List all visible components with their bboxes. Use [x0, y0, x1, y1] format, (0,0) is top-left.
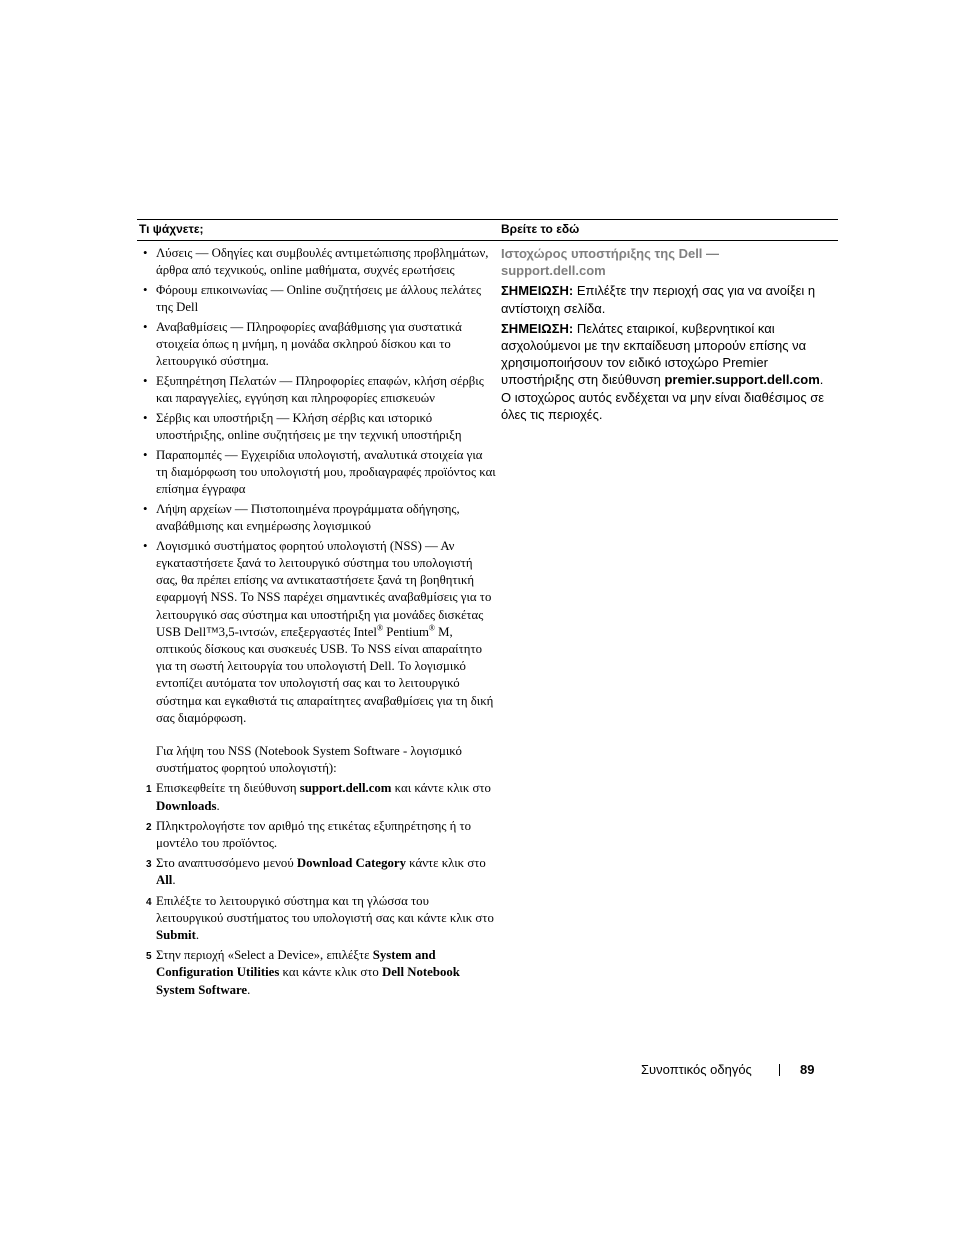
bullet-icon: • [143, 373, 148, 388]
bullet-icon: • [143, 282, 148, 297]
footer-divider [779, 1064, 780, 1076]
premier-link: premier.support.dell.com [664, 372, 820, 388]
note-region: ΣΗΜΕΙΩΣΗ: Επιλέξτε την περιοχή σας για να ανοίξει η αντίστοιχη σελίδα. [501, 283, 816, 316]
footer-title: Συνοπτικός οδηγός [641, 1062, 752, 1077]
list-item-nss: • Λογισμικό συστήματος φορητού υπολογιστή (NSS) — Αν εγκαταστήσετε ξανά το λειτουργικό σύστημα του υπολογιστή σας, θα πρέπει επίσης να αντικαταστήσετε ξανά τη βοηθητική εφαρμογή NSS. Το NSS παρέχει σημαντικές αναβαθμίσεις για το λειτουργικό σας σύστημα και υποστήριξη για μονάδες δισκέτας USB Dell™3,5-ιντσών, επεξεργαστές Intel® Pentium® M, οπτικούς δίσκους και συσκευές USB. Το NSS είναι απαραίτητο για τη σωστή λειτουργία του υπολογιστή Dell. Το λογισμικό εντοπίζει αυτόματα τον υπολογιστή σας και το λειτουργικό σύστημα και εγκαθιστά τις απαραίτητες αναβαθμίσεις για τη δική σας διαμόρφωση. [143, 538, 494, 725]
list-item: • Αναβαθμίσεις — Πληροφορίες αναβάθμισης για συστατικά στοιχεία όπως η μνήμη, η μονάδα σκληρού δίσκου και το λειτουργικό σύστημα. [143, 319, 462, 369]
header-what-looking-for: Τι ψάχνετε; [139, 222, 204, 236]
step-item: 1 Επισκεφθείτε τη διεύθυνση support.dell.com και κάντε κλικ στο Downloads. [146, 781, 491, 813]
step-item: 4 Επιλέξτε το λειτουργικό σύστημα και τη γλώσσα του λειτουργικού συστήματος του υπολογιστή σας και κάντε κλικ στο Submit. [146, 893, 494, 943]
note-premier: ΣΗΜΕΙΩΣΗ: Πελάτες εταιρικοί, κυβερνητικοί και ασχολούμενοι με την εκπαίδευση μπορούν επίσης να χρησιμοποιήσουν τον ειδικό ιστοχώρο Premier υποστήριξης στη διεύθυνση premier.support.dell.com. Ο ιστοχώρος αυτός ενδέχεται να μην είναι διαθέσιμος σε όλες τις περιοχές. [501, 320, 825, 422]
step-item: 2 Πληκτρολογήστε τον αριθμό της ετικέτας εξυπηρέτησης ή το μοντέλο του προϊόντος. [146, 818, 472, 850]
bullet-icon: • [143, 319, 148, 334]
support-link: support.dell.com [299, 781, 392, 796]
download-steps [137, 780, 497, 998]
list-item: • Λύσεις — Οδηγίες και συμβουλές αντιμετώπισης προβλημάτων, άρθρα από τεχνικούς, online μαθήματα, συχνές ερωτήσεις [143, 246, 489, 278]
right-column [501, 245, 836, 426]
bullet-icon: • [143, 538, 148, 553]
top-rule [137, 219, 838, 220]
bullet-icon: • [143, 447, 148, 462]
bullet-icon: • [143, 501, 148, 516]
list-item: • Σέρβις και υποστήριξη — Κλήση σέρβις και ιστορικό υποστήριξης, online συζητήσεις με την τεχνική υποστήριξη [143, 410, 462, 443]
download-intro: Για λήψη του NSS (Notebook System Software - λογισμικό συστήματος φορητού υπολογιστή): [156, 743, 462, 776]
bullet-icon: • [143, 410, 148, 425]
left-column [137, 245, 497, 1002]
list-item: • Παραπομπές — Εγχειρίδια υπολογιστή, αναλυτικά στοιχεία για τη διαμόρφωση του υπολογιστή μου, προδιαγραφές προϊόντος και επίσημα έγγραφα [143, 447, 496, 497]
list-item: • Φόρουμ επικοινωνίας — Online συζητήσεις με άλλους πελάτες της Dell [143, 282, 482, 315]
resource-list [137, 245, 497, 727]
note-label: ΣΗΜΕΙΩΣΗ: [501, 320, 574, 336]
bullet-icon: • [143, 246, 148, 260]
page-number: 89 [800, 1062, 815, 1077]
list-item: • Λήψη αρχείων — Πιστοποιημένα προγράμματα οδήγησης, αναβάθμισης και ενημέρωσης λογισμικού [143, 501, 460, 534]
note-label: ΣΗΜΕΙΩΣΗ: [501, 283, 574, 299]
step-item: 3 Στο αναπτυσσόμενο μενού Download Category κάντε κλικ στο All. [146, 856, 486, 888]
header-find-it-here: Βρείτε το εδώ [501, 222, 580, 236]
step-item: 5 Στην περιοχή «Select a Device», επιλέξτε System and Configuration Utilities και κάντε κλικ στο Dell Notebook System Software. [146, 948, 460, 997]
list-item: • Εξυπηρέτηση Πελατών — Πληροφορίες επαφών, κλήση σέρβις και παραγγελίες, εγγύηση και πληροφορίες επισκευών [143, 373, 484, 406]
header-rule [137, 240, 838, 241]
support-site-title: Ιστοχώρος υποστήριξης της Dell — support.dell.com [501, 246, 720, 279]
